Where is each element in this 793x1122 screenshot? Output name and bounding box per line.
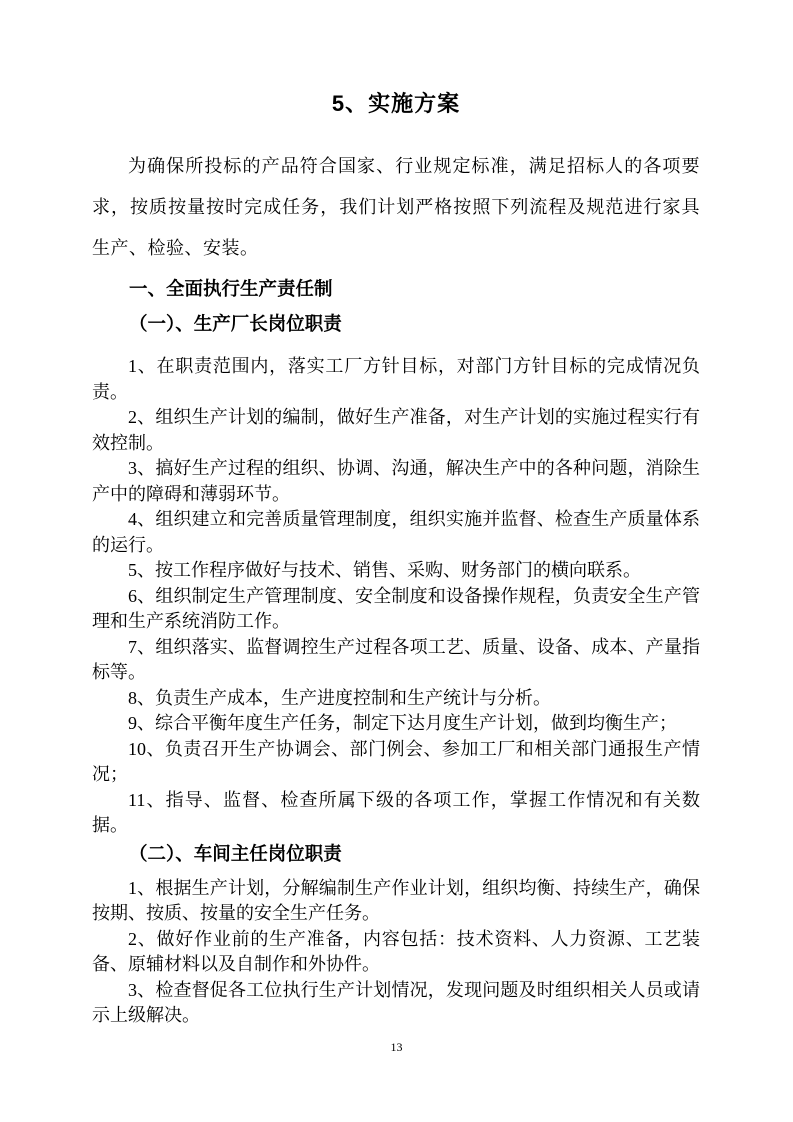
section-heading-production-responsibility: 一、全面执行生产责任制 — [129, 278, 333, 299]
list-item: 2、做好作业前的生产准备，内容包括：技术资料、人力资源、工艺装备、原辅材料以及自制作和外协件。 — [92, 928, 700, 974]
factory-director-duty-list — [92, 354, 700, 839]
list-item: 7、组织落实、监督调控生产过程各项工艺、质量、设备、成本、产量指标等。 — [92, 636, 700, 682]
list-item: 1、根据生产计划，分解编制生产作业计划，组织均衡、持续生产，确保按期、按质、按量的安全生产任务。 — [92, 877, 700, 923]
list-item: 11、指导、监督、检查所属下级的各项工作，掌握工作情况和有关数据。 — [92, 789, 700, 835]
subsection-heading-workshop-supervisor-duties: （二）、车间主任岗位职责 — [129, 842, 342, 864]
page-content — [92, 0, 700, 1029]
intro-paragraph: 为确保所投标的产品符合国家、行业规定标准，满足招标人的各项要求，按质按量按时完成任务，我们计划严格按照下列流程及规范进行家具生产、检验、安装。 — [92, 156, 700, 258]
list-item: 1、在职责范围内，落实工厂方针目标，对部门方针目标的完成情况负责。 — [92, 356, 700, 402]
list-item: 3、搞好生产过程的组织、协调、沟通，解决生产中的各种问题，消除生产中的障碍和薄弱环节。 — [92, 458, 700, 504]
page-number: 13 — [390, 1040, 403, 1054]
list-item: 5、按工作程序做好与技术、销售、采购、财务部门的横向联系。 — [128, 560, 641, 580]
subsection-heading-factory-director-duties: （一）、生产厂长岗位职责 — [129, 313, 342, 334]
list-item: 8、负责生产成本，生产进度控制和生产统计与分析。 — [128, 687, 551, 708]
list-item: 2、组织生产计划的编制，做好生产准备，对生产计划的实施过程实行有效控制。 — [92, 407, 700, 453]
doc-title: 5、实施方案 — [331, 91, 461, 116]
list-item: 4、组织建立和完善质量管理制度，组织实施并监督、检查生产质量体系的运行。 — [92, 509, 700, 555]
workshop-supervisor-duty-list — [92, 876, 700, 1029]
list-item: 9、综合平衡年度生产任务，制定下达月度生产计划，做到均衡生产； — [128, 713, 677, 733]
list-item: 6、组织制定生产管理制度、安全制度和设备操作规程，负责安全生产管理和生产系统消防工作。 — [92, 585, 700, 631]
list-item: 10、负责召开生产协调会、部门例会、参加工厂和相关部门通报生产情况； — [92, 738, 700, 784]
list-item: 3、检查督促各工位执行生产计划情况，发现问题及时组织相关人员或请示上级解决。 — [92, 979, 700, 1025]
